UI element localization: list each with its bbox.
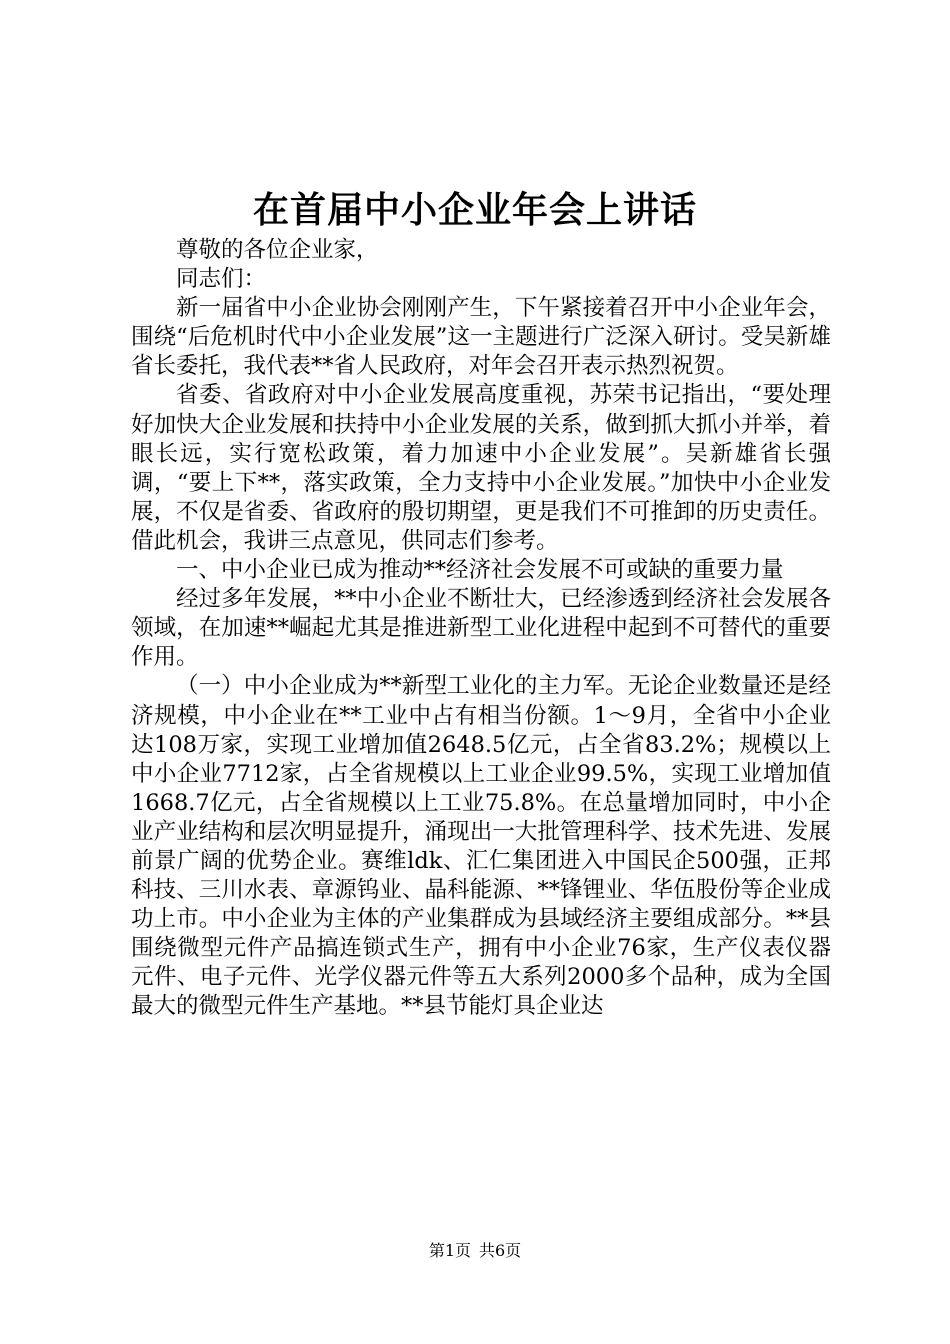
body-paragraph: 省委、省政府对中小企业发展高度重视，苏荣书记指出，“要处理好加快大企业发展和扶持中小企业发展的关系，做到抓大抓小并举，着眼长远，实行宽松政策，着力加速中小企业发展”。吴新雄省长强调，“要上下**，落实政策，全力支持中小企业发展。”加快中小企业发展，不仅是省委、省政府的殷切期望，更是我们不可推卸的历史责任。借此机会，我讲三点意见，供同志们参考。: [131, 382, 831, 554]
salutation-line: 尊敬的各位企业家，: [176, 237, 379, 263]
page-number: 第1页: [428, 1241, 471, 1260]
section-heading: 一、中小企业已成为推动**经济社会发展不可或缺的重要力量: [176, 557, 784, 584]
document-title: 在首届中小企业年会上讲话: [252, 189, 697, 231]
body-paragraph: （一）中小企业成为**新型工业化的主力军。无论企业数量还是经济规模，中小企业在**工业中占有相当份额。1～9月，全省中小企业达108万家，实现工业增加值2648.5亿元，占全省83.2%；规模以上中小企业7712家，占全省规模以上工业企业99.5%，实现工业增加值1668.7亿元，占全省规模以上工业75.8%。在总量增加同时，中小企业产业结构和层次明显提升，涌现出一大批管理科学、技术先进、发展前景广阔的优势企业。赛维ldk、汇仁集团进入中国民企500强，正邦科技、三川水表、章源钨业、晶科能源、**锋锂业、华伍股份等企业成功上市。中小企业为主体的产业集群成为县域经济主要组成部分。**县围绕微型元件产品搞连锁式生产，拥有中小企业76家，生产仪表仪器元件、电子元件、光学仪器元件等五大系列2000多个品种，成为全国最大的微型元件生产基地。**县节能灯具企业达: [131, 673, 831, 1020]
document-body: [131, 236, 831, 1022]
body-paragraph: 经过多年发展，**中小企业不断壮大，已经渗透到经济社会发展各领域，在加速**崛起尤其是推进新型工业化进程中起到不可替代的重要作用。: [131, 586, 831, 671]
body-paragraph: 新一届省中小企业协会刚刚产生，下午紧接着召开中小企业年会，围绕“后危机时代中小企业发展”这一主题进行广泛深入研讨。受吴新雄省长委托，我代表**省人民政府，对年会召开表示热烈祝贺。: [131, 295, 831, 380]
page-footer: [0, 1240, 950, 1262]
page-total: 共6页: [479, 1241, 522, 1260]
salutation-line: 同志们：: [176, 266, 267, 293]
